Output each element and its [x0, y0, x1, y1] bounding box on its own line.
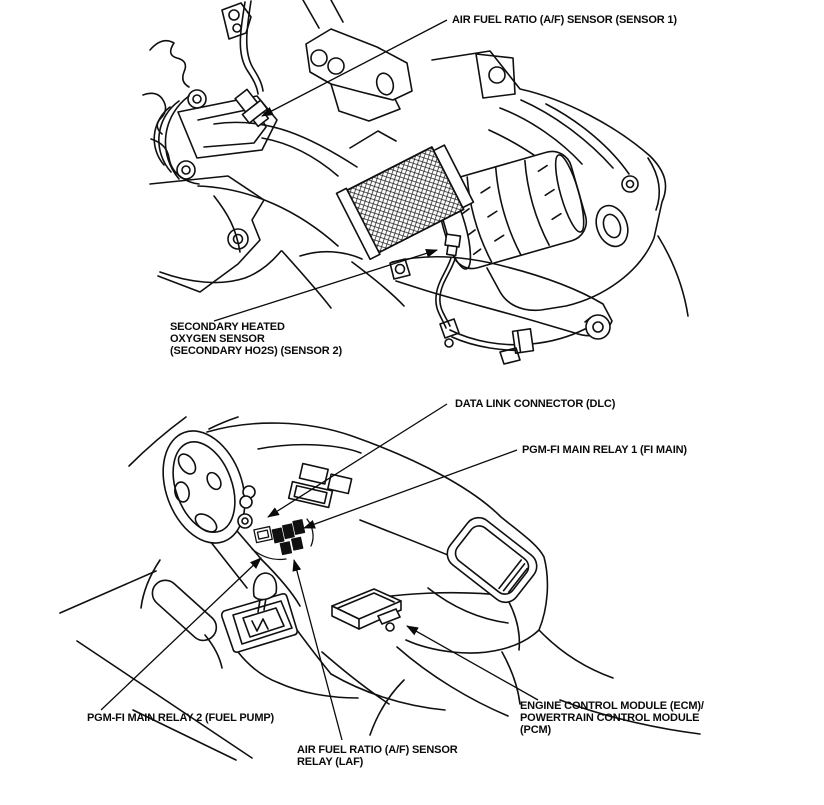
label-af-sensor-1 — [452, 14, 677, 26]
relay-cluster — [252, 519, 313, 560]
leader-dlc — [268, 404, 447, 517]
label-text: (PCM) — [520, 724, 552, 736]
label-text: AIR FUEL RATIO (A/F) SENSOR (SENSOR 1) — [452, 14, 677, 26]
leader-af-sensor-1 — [262, 20, 447, 116]
label-text: PGM-FI MAIN RELAY 1 (FI MAIN) — [522, 444, 687, 456]
label-text: PGM-FI MAIN RELAY 2 (FUEL PUMP) — [87, 712, 275, 724]
leader-laf-relay — [294, 560, 342, 740]
label-dlc — [455, 398, 615, 410]
glove-box — [442, 512, 543, 608]
steering-wheel — [148, 420, 259, 555]
leader-secondary-ho2s — [214, 250, 437, 321]
label-text: SECONDARY HEATED — [170, 321, 285, 333]
label-ecm-pcm — [520, 700, 704, 736]
leader-ecm — [407, 626, 538, 700]
label-pgm-fi-main-relay-1 — [522, 444, 687, 456]
underbody-bracket-and-hose — [390, 257, 612, 364]
label-text: (SECONDARY HO2S) (SENSOR 2) — [170, 345, 342, 357]
label-text: OXYGEN SENSOR — [170, 333, 265, 345]
sensor1-harness-wire — [222, 1, 263, 94]
label-af-sensor-relay — [297, 744, 458, 768]
downpipe — [198, 122, 357, 246]
exhaust-assembly-drawing — [143, 0, 688, 364]
secondary-ho2s-drawing — [436, 234, 461, 347]
parking-brake — [147, 575, 222, 668]
label-text: RELAY (LAF) — [297, 756, 364, 768]
label-text: AIR FUEL RATIO (A/F) SENSOR — [297, 744, 458, 756]
label-pgm-fi-main-relay-2 — [87, 712, 274, 724]
label-text: POWERTRAIN CONTROL MODULE — [520, 712, 700, 724]
label-text: ENGINE CONTROL MODULE (ECM)/ — [520, 700, 704, 712]
label-text: DATA LINK CONNECTOR (DLC) — [455, 398, 616, 410]
label-secondary-ho2s — [170, 321, 342, 357]
dlc-connector — [254, 527, 272, 543]
